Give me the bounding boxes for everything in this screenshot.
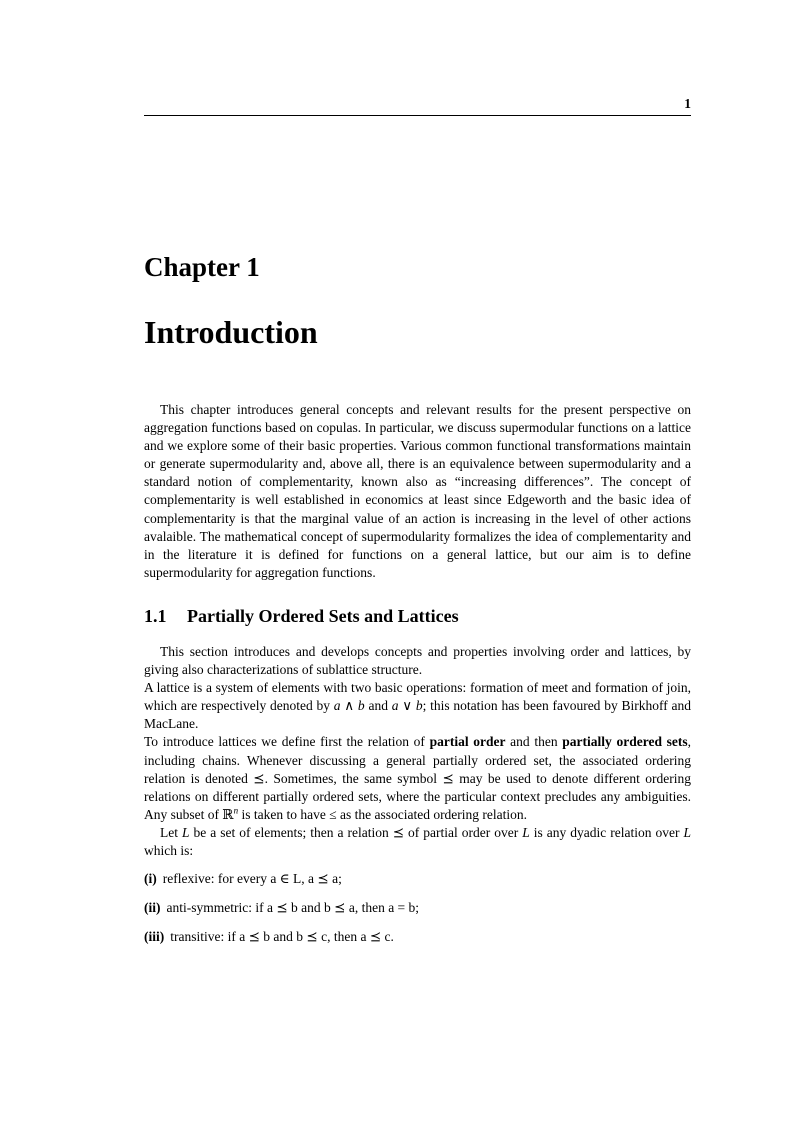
chapter-title: Introduction bbox=[144, 314, 318, 350]
text-run: Let bbox=[160, 824, 182, 840]
section-paragraph-2 bbox=[144, 679, 691, 733]
list-item bbox=[144, 928, 691, 957]
text-run: is any dyadic relation over bbox=[529, 824, 684, 840]
item-label: (iii) bbox=[144, 929, 165, 944]
text-run: To introduce lattices we define first the relation of bbox=[144, 734, 430, 750]
page-number: 1 bbox=[684, 96, 691, 111]
math-join: a ∨ b bbox=[391, 698, 423, 714]
text-run: and then bbox=[505, 734, 563, 750]
term-partial-order: partial order bbox=[429, 734, 506, 750]
list-item bbox=[144, 899, 691, 928]
section-paragraph-3 bbox=[144, 733, 691, 823]
section-paragraph-4 bbox=[144, 824, 691, 860]
list-item bbox=[144, 870, 691, 899]
item-text: anti-symmetric: if a ⪯ b and b ⪯ a, then a = b; bbox=[166, 900, 420, 915]
chapter-label: Chapter 1 bbox=[144, 252, 260, 282]
section-heading bbox=[144, 606, 459, 627]
text-run: which is: bbox=[144, 843, 194, 859]
section-paragraph-1: This section introduces and develops concepts and properties involving order and lattices, by giving also characterizations of sublattice structure. bbox=[144, 644, 691, 678]
text-run: and bbox=[364, 698, 392, 714]
intro-paragraph: This chapter introduces general concepts and relevant results for the present perspective on aggregation functions based on copulas. In particular, we discuss supermodular functions on a lattice and we explore some of their basic properties. Various common functional transformations maintain or generate supermodularity and, above all, there is an equivalence between supermodularity and a standard notion of complementarity, known also as “increasing differences”. The concept of complementarity is well established in economics at least since Edgeworth and the basic idea of complementarity is that the marginal value of an action is increasing in the level of other actions avalaible. The mathematical concept of supermodularity formalizes the idea of complementarity and in the literature it is defined for functions on a general lattice, but our aim is to define supermodularity for aggregation functions. bbox=[144, 402, 691, 580]
math-var: L bbox=[683, 824, 691, 840]
math-var: L bbox=[182, 824, 190, 840]
item-label: (i) bbox=[144, 871, 157, 886]
text-run: ; this notation has been favoured by Birkhoff and MacLane. bbox=[144, 698, 691, 732]
math-superscript: n bbox=[233, 805, 239, 816]
item-text: transitive: if a ⪯ b and b ⪯ c, then a ⪯ c. bbox=[170, 929, 394, 944]
text-run: , including chains. Whenever discussing a general partially ordered set, the associated ordering relation is denoted ⪯. Sometimes, the same symbol ⪯ may be used to denote different ordering relations on different partially ordered sets, where the particular context precludes any ambiguities. Any subset of ℝ bbox=[144, 734, 691, 822]
text-run: is taken to have ≤ as the associated ordering relation. bbox=[238, 806, 528, 822]
term-partially-ordered-sets: partially ordered sets bbox=[562, 734, 688, 750]
header-rule bbox=[144, 115, 691, 116]
section-body bbox=[144, 643, 691, 860]
text-run: be a set of elements; then a relation ⪯ of partial order over bbox=[189, 824, 523, 840]
section-title: Partially Ordered Sets and Lattices bbox=[187, 606, 459, 626]
math-meet: a ∧ b bbox=[333, 698, 365, 714]
math-var: L bbox=[522, 824, 530, 840]
item-label: (ii) bbox=[144, 900, 161, 915]
text-run: A lattice is a system of elements with two basic operations: formation of meet and formation of join, which are respectively denoted by bbox=[144, 680, 691, 714]
item-text: reflexive: for every a ∈ L, a ⪯ a; bbox=[162, 871, 342, 886]
property-list bbox=[144, 870, 691, 957]
section-number: 1.1 bbox=[144, 606, 167, 626]
